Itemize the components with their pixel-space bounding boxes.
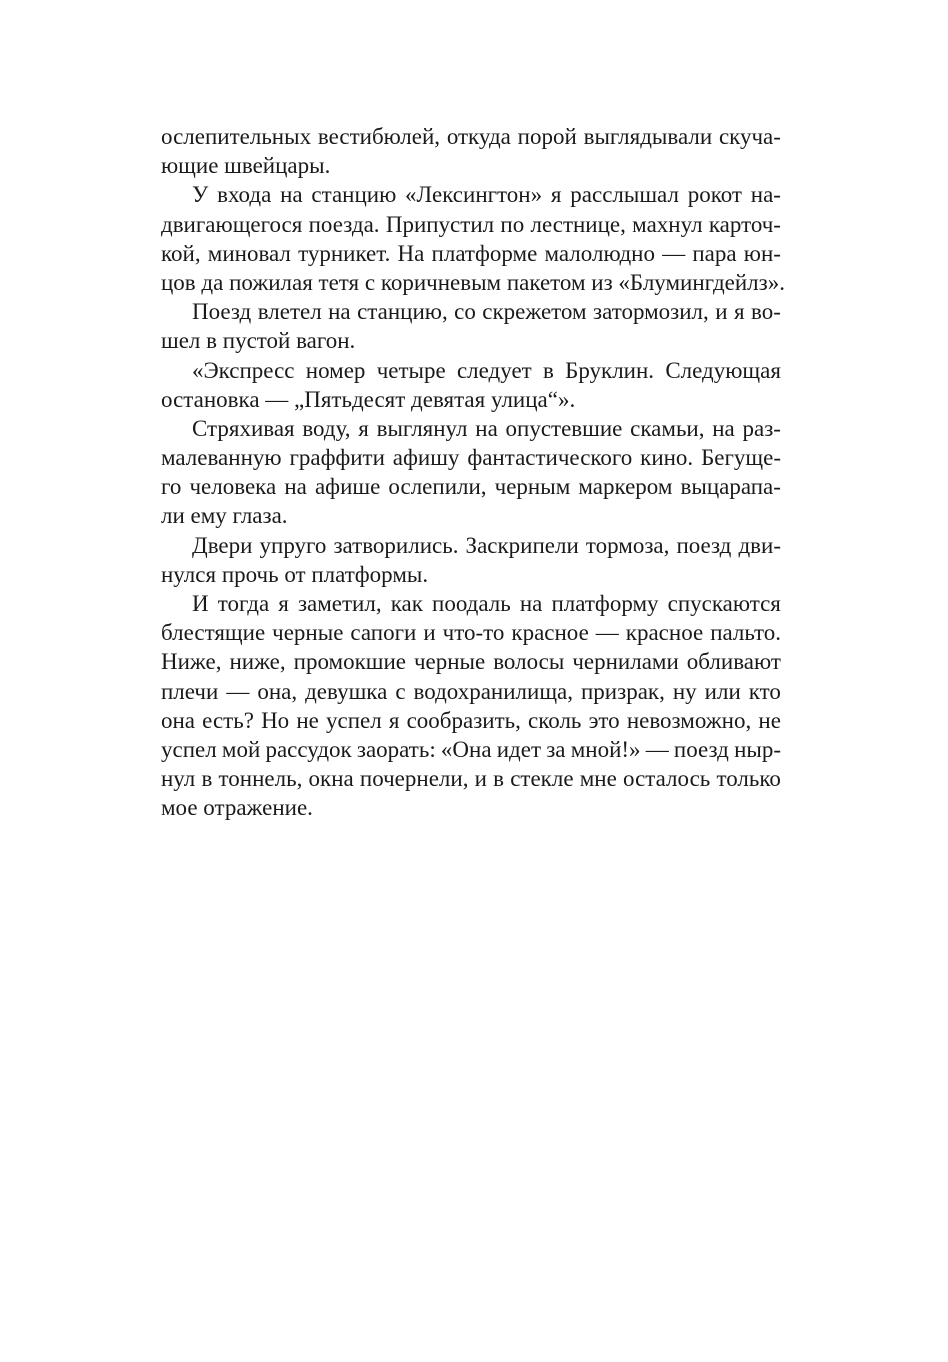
text-line: шел в пустой вагон. [161, 328, 356, 354]
text-line: малеванную граффити афишу фантастического кино. Бегуще- [161, 445, 781, 471]
text-line: блестящие черные сапоги и что-то красное — красное пальто. [161, 620, 781, 646]
text-line: ослепительных вестибюлей, откуда порой выглядывали скуча- [161, 124, 781, 149]
book-page-text [161, 122, 785, 823]
text-line: нулся прочь от платформы. [161, 561, 429, 587]
text-line: кой, миновал турникет. На платформе малолюдно — пара юн- [161, 240, 781, 266]
text-line: двигающегося поезда. Припустил по лестнице, махнул карточ- [161, 211, 781, 237]
text-line: «Экспресс номер четыре следует в Бруклин. Следующая [192, 357, 781, 383]
text-line: Поезд влетел на станцию, со скрежетом затормозил, и я во- [192, 299, 781, 325]
text-line: го человека на афише ослепили, черным маркером выцарапа- [161, 474, 781, 500]
text-line: Стряхивая воду, я выглянул на опустевшие скамьи, на раз- [192, 415, 781, 441]
text-line: остановка — „Пятьдесят девятая улица“». [161, 386, 576, 412]
text-line: цов да пожилая тетя с коричневым пакетом из «Блумингдейлз». [161, 269, 785, 295]
text-line: ли ему глаза. [161, 503, 288, 529]
text-line: У входа на станцию «Лексингтон» я расслышал рокот на- [192, 182, 781, 208]
text-line: мое отражение. [161, 795, 313, 821]
text-line: плечи — она, девушка с водохранилища, призрак, ну или кто [161, 678, 781, 704]
text-line: ющие швейцары. [161, 153, 331, 179]
text-line: нул в тоннель, окна почернели, и в стекле мне осталось только [161, 766, 781, 792]
text-line: Двери упруго затворились. Заскрипели тормоза, поезд дви- [192, 532, 781, 558]
text-line: она есть? Но не успел я сообразить, сколь это невозможно, не [161, 707, 781, 733]
text-line: успел мой рассудок заорать: «Она идет за мной!» — поезд ныр- [161, 736, 781, 762]
text-line: Ниже, ниже, промокшие черные волосы чернилами обливают [161, 649, 781, 675]
text-line: И тогда я заметил, как поодаль на платформу спускаются [192, 591, 781, 616]
